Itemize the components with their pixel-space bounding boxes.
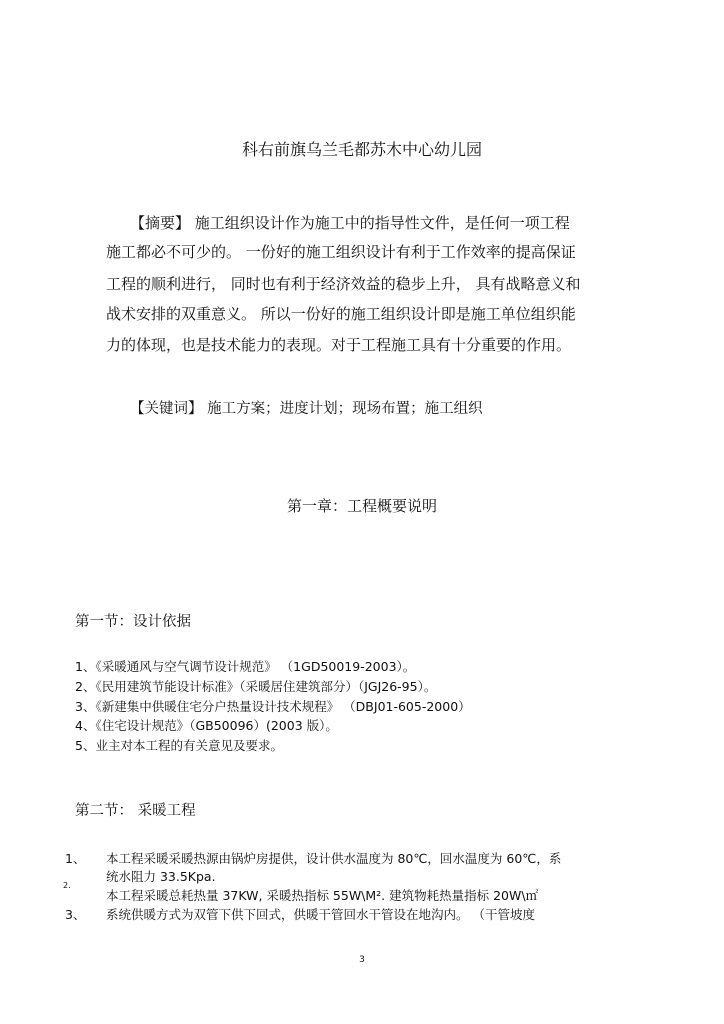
abstract-label: 【摘要】 — [130, 214, 191, 232]
page-number: 3 — [359, 955, 365, 965]
document-title: 科右前旗乌兰毛都苏木中心幼儿园 — [241, 140, 482, 159]
keywords-label: 【关键词】 — [130, 401, 203, 417]
section-2-title: 第二节： 采暖工程 — [75, 803, 196, 819]
reference-item: 4、《住宅设计规范》（GB50096）(2003 版）。 — [75, 718, 338, 733]
item-text: 本工程采暖采暖热源由锅炉房提供，设计供水温度为 80℃，回水温度为 60℃，系 — [106, 851, 562, 866]
keywords — [130, 397, 483, 418]
abstract-line-1: 施工组织设计作为施工中的指导性文件，是任何一项工程 — [194, 214, 570, 232]
abstract-line-4: 战术安排的双重意义。 所以一份好的施工组织设计即是施工单位组织能 — [106, 305, 576, 323]
reference-item: 3、《新建集中供暖住宅分户热量设计技术规程》 （DBJ01-605-2000） — [75, 699, 471, 714]
abstract-line-3: 工程的顺利进行， 同时也有利于经济效益的稳步上升， 具有战略意义和 — [106, 275, 581, 293]
item-number: 1、 — [65, 851, 86, 866]
item-number: 2. — [63, 881, 71, 890]
item-text-continued: 统水阻力 33.5Kpa. — [106, 869, 216, 884]
section-1-title: 第一节：设计依据 — [75, 614, 191, 630]
keywords-text: 施工方案；进度计划；现场布置；施工组织 — [207, 401, 483, 417]
reference-item: 1、《采暖通风与空气调节设计规范》 （1GD50019-2003）。 — [75, 659, 416, 674]
reference-item: 2、《民用建筑节能设计标准》（采暖居住建筑部分）（JGJ26-95）。 — [75, 679, 437, 694]
abstract-first-line — [130, 212, 570, 233]
item-text: 系统供暖方式为双管下供下回式，供暖干管回水干管设在地沟内。 （干管坡度 — [106, 907, 535, 922]
abstract-line-2: 施工都必不可少的。 一份好的施工组织设计有利于工作效率的提高保证 — [106, 243, 576, 261]
abstract-line-5: 力的体现，也是技术能力的表现。对于工程施工具有十分重要的作用。 — [106, 336, 572, 354]
reference-item: 5、业主对本工程的有关意见及要求。 — [75, 738, 283, 753]
item-number: 3、 — [65, 907, 86, 922]
chapter-title: 第一章：工程概要说明 — [286, 497, 437, 515]
item-text: 本工程采暖总耗热量 37KW, 采暖热指标 55W\M². 建筑物耗热量指标 20W\㎡ — [106, 888, 539, 903]
